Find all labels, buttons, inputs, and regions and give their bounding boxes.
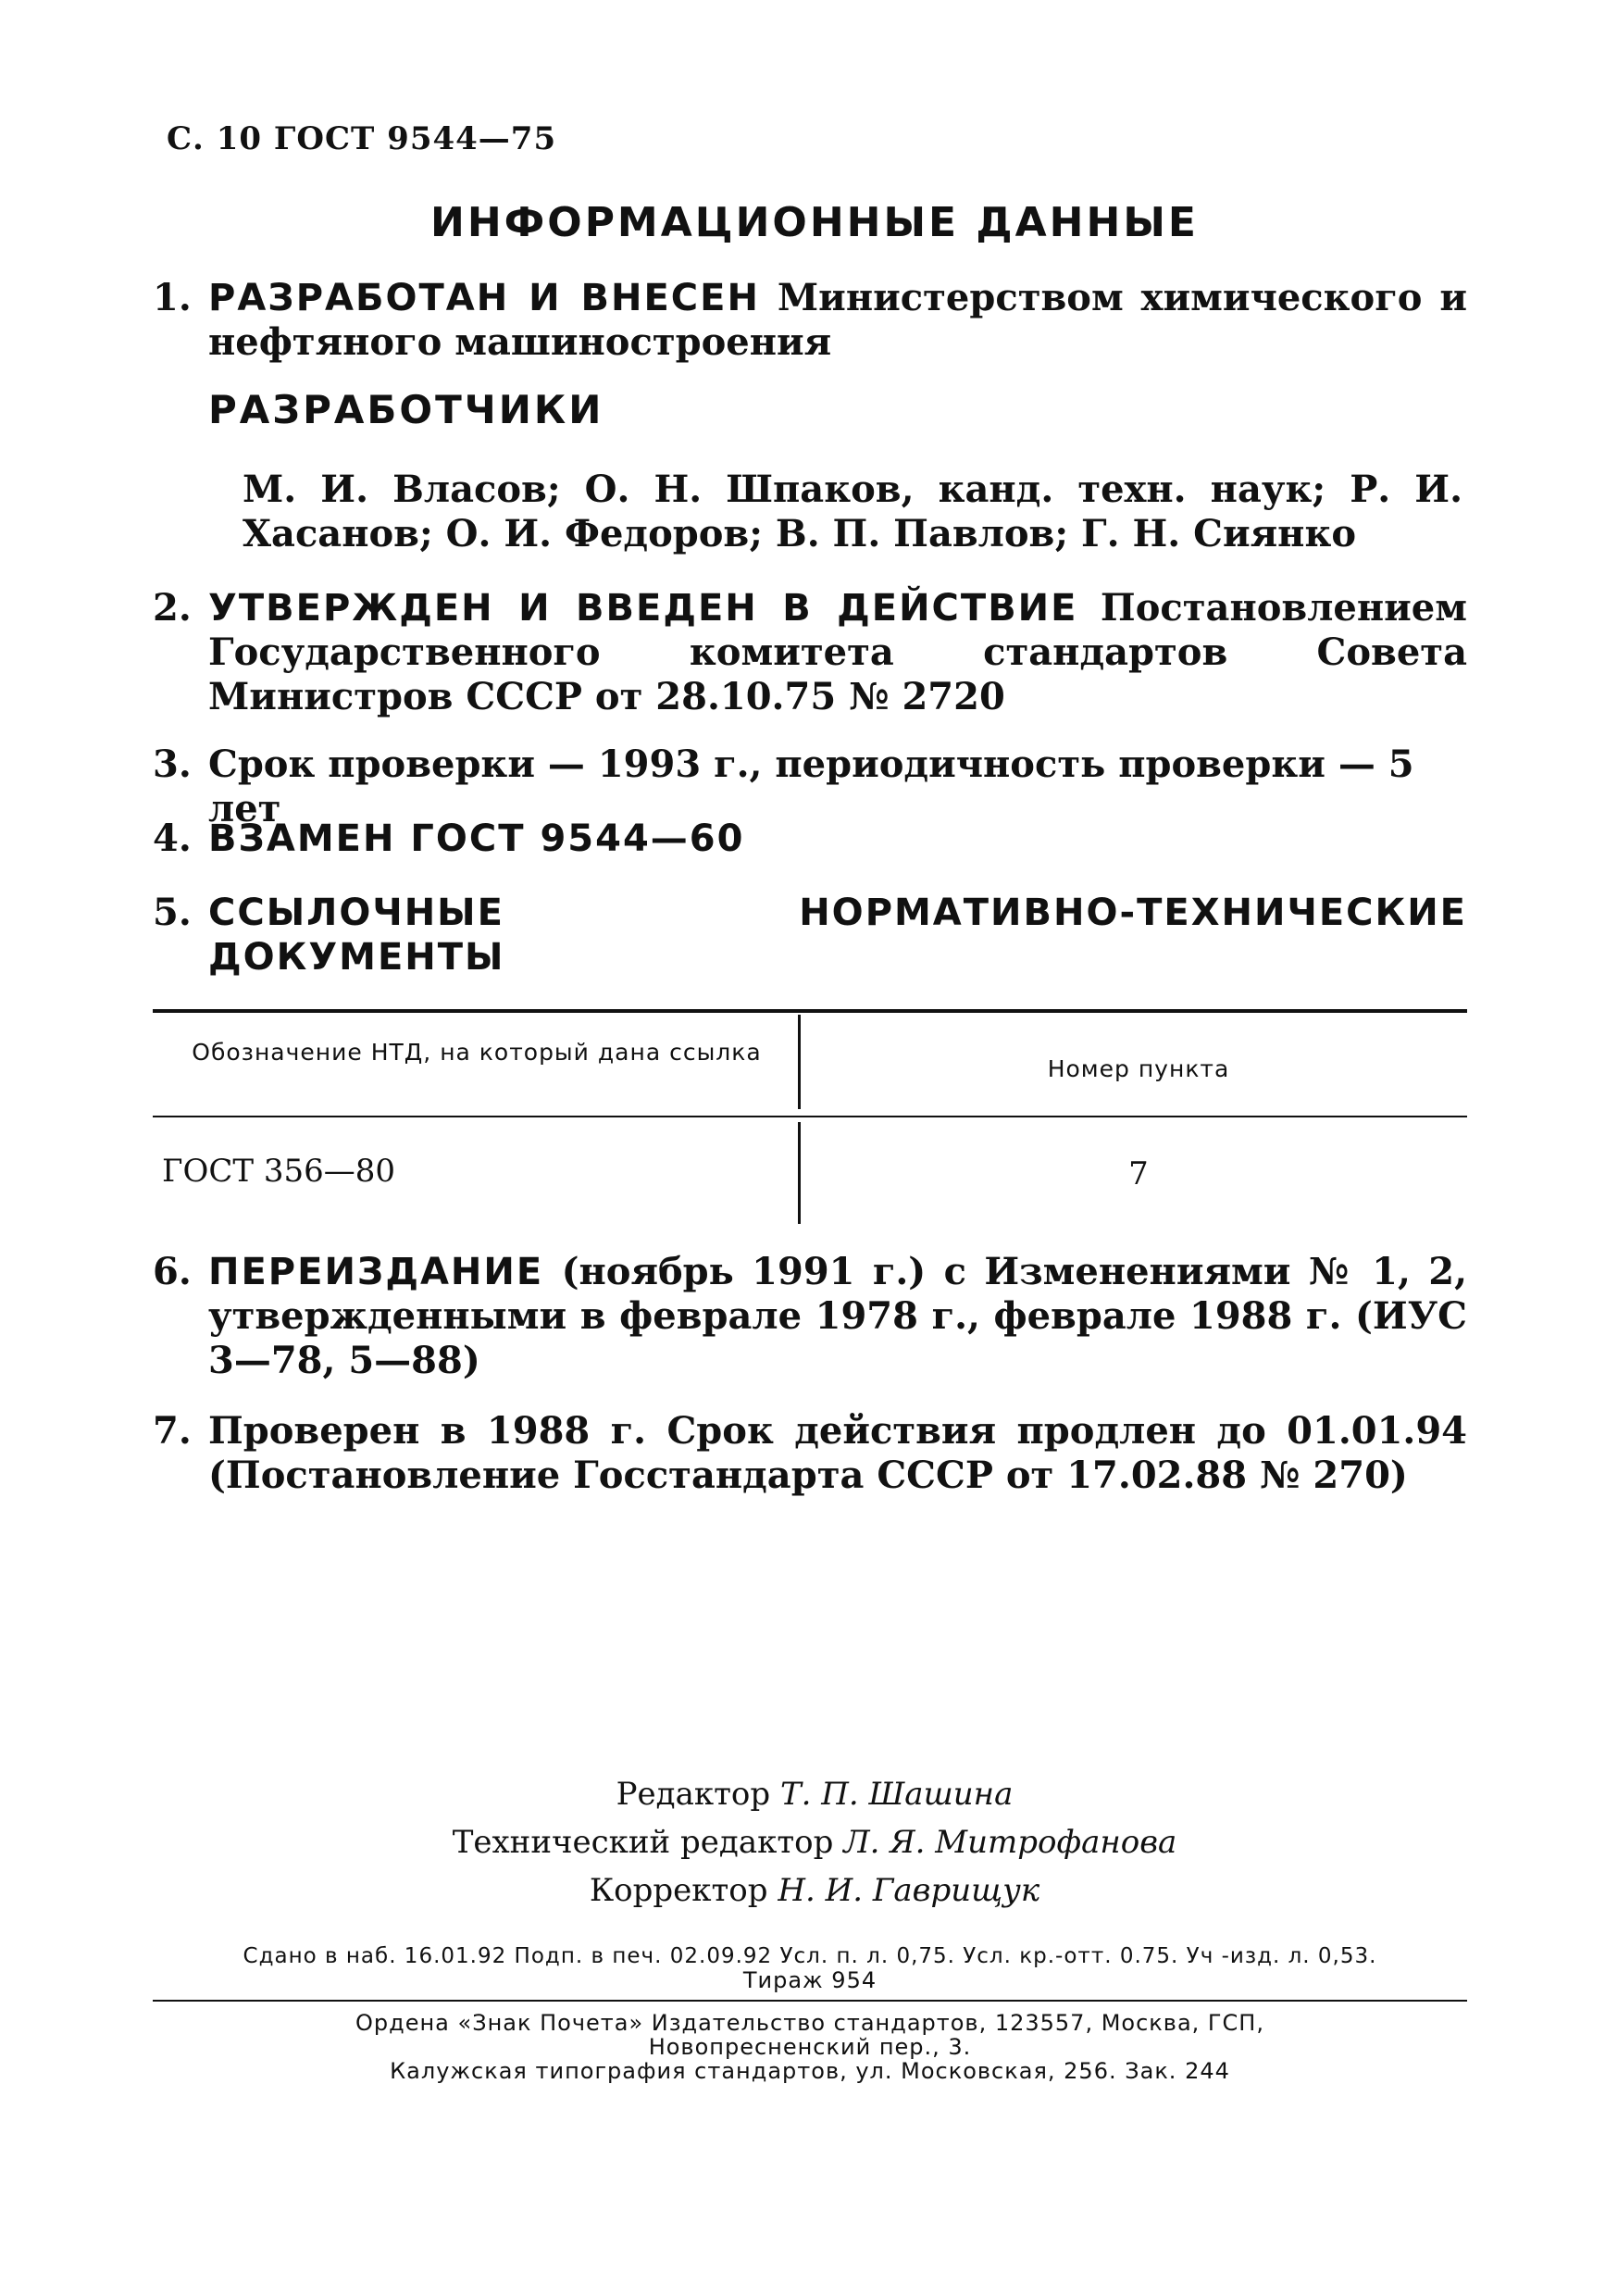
- item-number: 5.: [153, 891, 192, 934]
- credit-editor: [278, 1770, 1351, 1818]
- imprint-print-line: Сдано в наб. 16.01.92 Подп. в печ. 02.09.92 Усл. п. л. 0,75. Усл. кр.-отт. 0.75. Уч -изд. л. 0,53.: [243, 1944, 1377, 1968]
- page-title: ИНФОРМАЦИОННЫЕ ДАННЫЕ: [430, 199, 1199, 246]
- imprint-rule: [153, 2000, 1467, 2002]
- item-text: [208, 1250, 1467, 1383]
- imprint-publisher: Ордена «Знак Почета» Издательство стандартов, 123557, Москва, ГСП,: [355, 2010, 1264, 2036]
- credit-name: Н. И. Гаврищук: [778, 1872, 1040, 1909]
- credit-role: Технический редактор: [452, 1824, 834, 1861]
- info-item-6: [153, 1250, 1467, 1383]
- item-body: Проверен в 1988 г. Срок действия продлен до 01.01.94 (Постановление Госстандарта СССР от 17.02.88 № 270): [208, 1409, 1467, 1497]
- item-text: [208, 817, 1467, 861]
- item-lead: ПЕРЕИЗДАНИЕ: [208, 1251, 544, 1293]
- item-lead: ССЫЛОЧНЫЕ НОРМАТИВНО-ТЕХНИЧЕСКИЕ ДОКУМЕНТЫ: [208, 892, 1467, 979]
- item-number: 3.: [153, 742, 192, 786]
- item-text: [208, 891, 1467, 980]
- item-text: [208, 276, 1467, 365]
- item-number: 7.: [153, 1409, 192, 1453]
- credits-block: [278, 1770, 1351, 1915]
- table-header-clause: Номер пункта: [1047, 1055, 1230, 1082]
- item-number: 6.: [153, 1250, 192, 1293]
- table-cell-clause: 7: [1128, 1155, 1149, 1192]
- imprint-run: Тираж 954: [742, 1967, 877, 1993]
- info-item-7: [153, 1409, 1467, 1498]
- table-header-rule: [153, 1116, 1467, 1117]
- info-item-5: [153, 891, 1467, 980]
- item-body: Срок проверки — 1993 г., периодичность проверки — 5 лет: [208, 742, 1414, 830]
- item-lead: РАЗРАБОТАН И ВНЕСЕН: [208, 277, 760, 319]
- developers-list: М. И. Власов; О. Н. Шпаков, канд. техн. наук; Р. И. Хасанов; О. И. Федоров; В. П. Павлов; Г. Н. Сиянко: [243, 468, 1462, 555]
- item-text: [208, 586, 1467, 719]
- item-lead: ВЗАМЕН ГОСТ 9544—60: [208, 817, 745, 860]
- info-item-2: [153, 586, 1467, 719]
- item-body: Министерством химического и нефтяного машиностроения: [208, 276, 1468, 364]
- table-cell-ntd: ГОСТ 356—80: [162, 1153, 396, 1190]
- item-number: 1.: [153, 276, 192, 319]
- table-top-rule: [153, 1009, 1467, 1013]
- item-lead: УТВЕРЖДЕН И ВВЕДЕН В ДЕЙСТВИЕ: [208, 587, 1078, 630]
- credit-name: Т. П. Шашина: [779, 1776, 1014, 1813]
- info-item-1: [153, 276, 1467, 365]
- table-body-divider: [798, 1122, 801, 1224]
- item-number: 4.: [153, 817, 192, 860]
- item-text: [208, 1409, 1467, 1498]
- credit-corrector: [278, 1866, 1351, 1915]
- page-header: С. 10 ГОСТ 9544—75: [167, 120, 557, 157]
- info-item-4: [153, 817, 1467, 861]
- item-number: 2.: [153, 586, 192, 630]
- imprint-printer: Калужская типография стандартов, ул. Московская, 256. Зак. 244: [390, 2058, 1230, 2084]
- credit-name: Л. Я. Митрофанова: [843, 1824, 1177, 1861]
- credit-role: Редактор: [616, 1776, 771, 1813]
- credit-role: Корректор: [589, 1872, 768, 1909]
- item-body: (ноябрь 1991 г.) с Изменениями № 1, 2, утвержденными в феврале 1978 г., феврале 1988 г. (ИУС 3—78, 5—88): [208, 1250, 1467, 1382]
- imprint-address: Новопресненский пер., 3.: [648, 2034, 972, 2060]
- credit-tech-editor: [278, 1818, 1351, 1866]
- item-body: Постановлением Государственного комитета стандартов Совета Министров СССР от 28.10.75 № 2720: [208, 586, 1467, 718]
- developers-heading: РАЗРАБОТЧИКИ: [208, 387, 604, 432]
- table-header-ntd: Обозначение НТД, на который дана ссылка: [192, 1039, 762, 1066]
- table-header-divider: [798, 1015, 801, 1109]
